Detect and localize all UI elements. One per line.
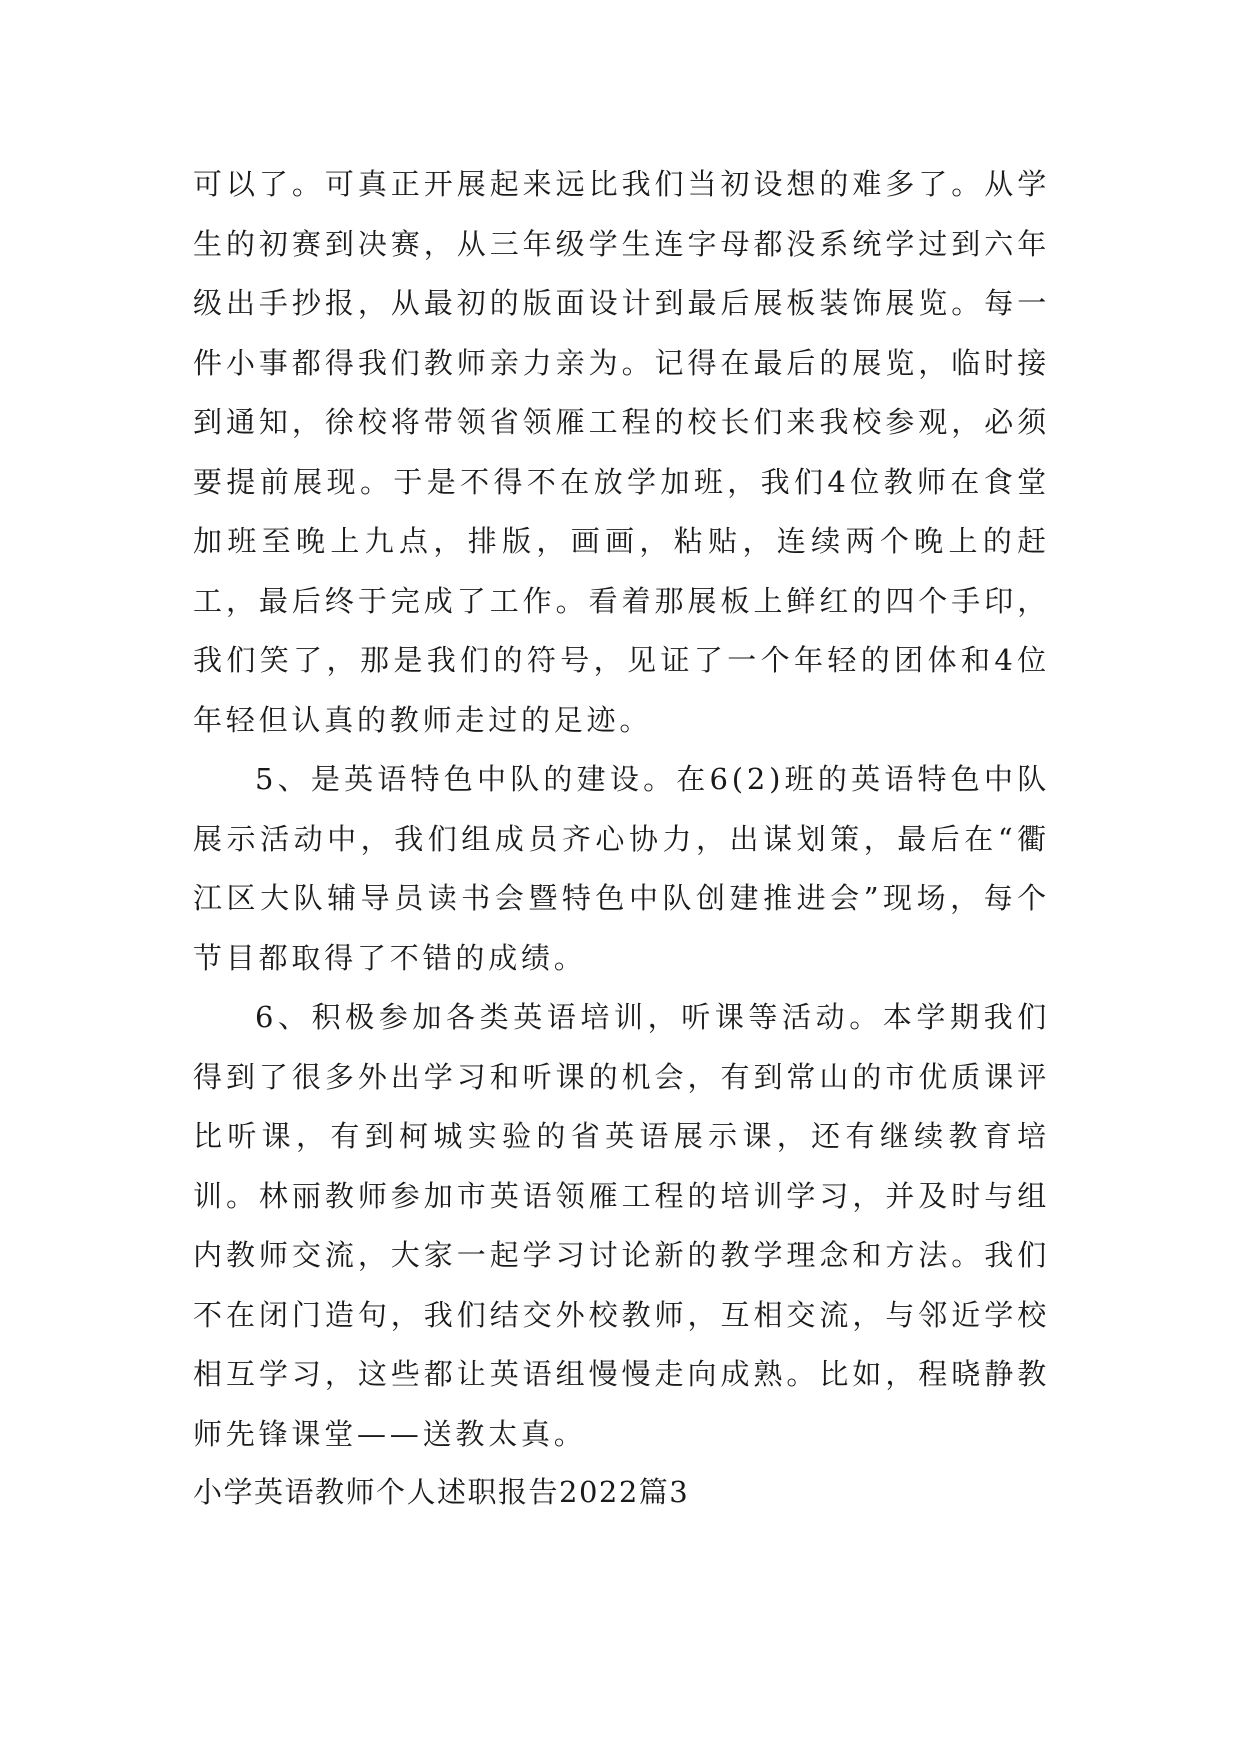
paragraph-item-6: 6、积极参加各类英语培训，听课等活动。本学期我们得到了很多外出学习和听课的机会，有到常山的市优质课评比听课，有到柯城实验的省英语展示课，还有继续教育培训。林丽教师参加市英语领雁工程的培训学习，并及时与组内教师交流，大家一起学习讨论新的教学理念和方法。我们不在闭门造句，我们结交外校教师，互相交流，与邻近学校相互学习，这些都让英语组慢慢走向成熟。比如，程晓静教师先锋课堂——送教太真。	[193, 1000, 1050, 1451]
body-text	[193, 155, 1050, 1464]
paragraph-continuation: 可以了。可真正开展起来远比我们当初设想的难多了。从学生的初赛到决赛，从三年级学生连字母都没系统学过到六年级出手抄报，从最初的版面设计到最后展板装饰展览。每一件小事都得我们教师亲力亲为。记得在最后的展览，临时接到通知，徐校将带领省领雁工程的校长们来我校参观，必须要提前展现。于是不得不在放学加班，我们4位教师在食堂加班至晚上九点，排版，画画，粘贴，连续两个晚上的赶工，最后终于完成了工作。看着那展板上鲜红的四个手印，我们笑了，那是我们的符号，见证了一个年轻的团体和4位年轻但认真的教师走过的足迹。	[193, 167, 1050, 737]
paragraph-item-5: 5、是英语特色中队的建设。在6(2)班的英语特色中队展示活动中，我们组成员齐心协力，出谋划策，最后在“衢江区大队辅导员读书会暨特色中队创建推进会”现场，每个节目都取得了不错的成绩。	[193, 762, 1050, 975]
section-heading: 小学英语教师个人述职报告2022篇3	[193, 1475, 690, 1509]
